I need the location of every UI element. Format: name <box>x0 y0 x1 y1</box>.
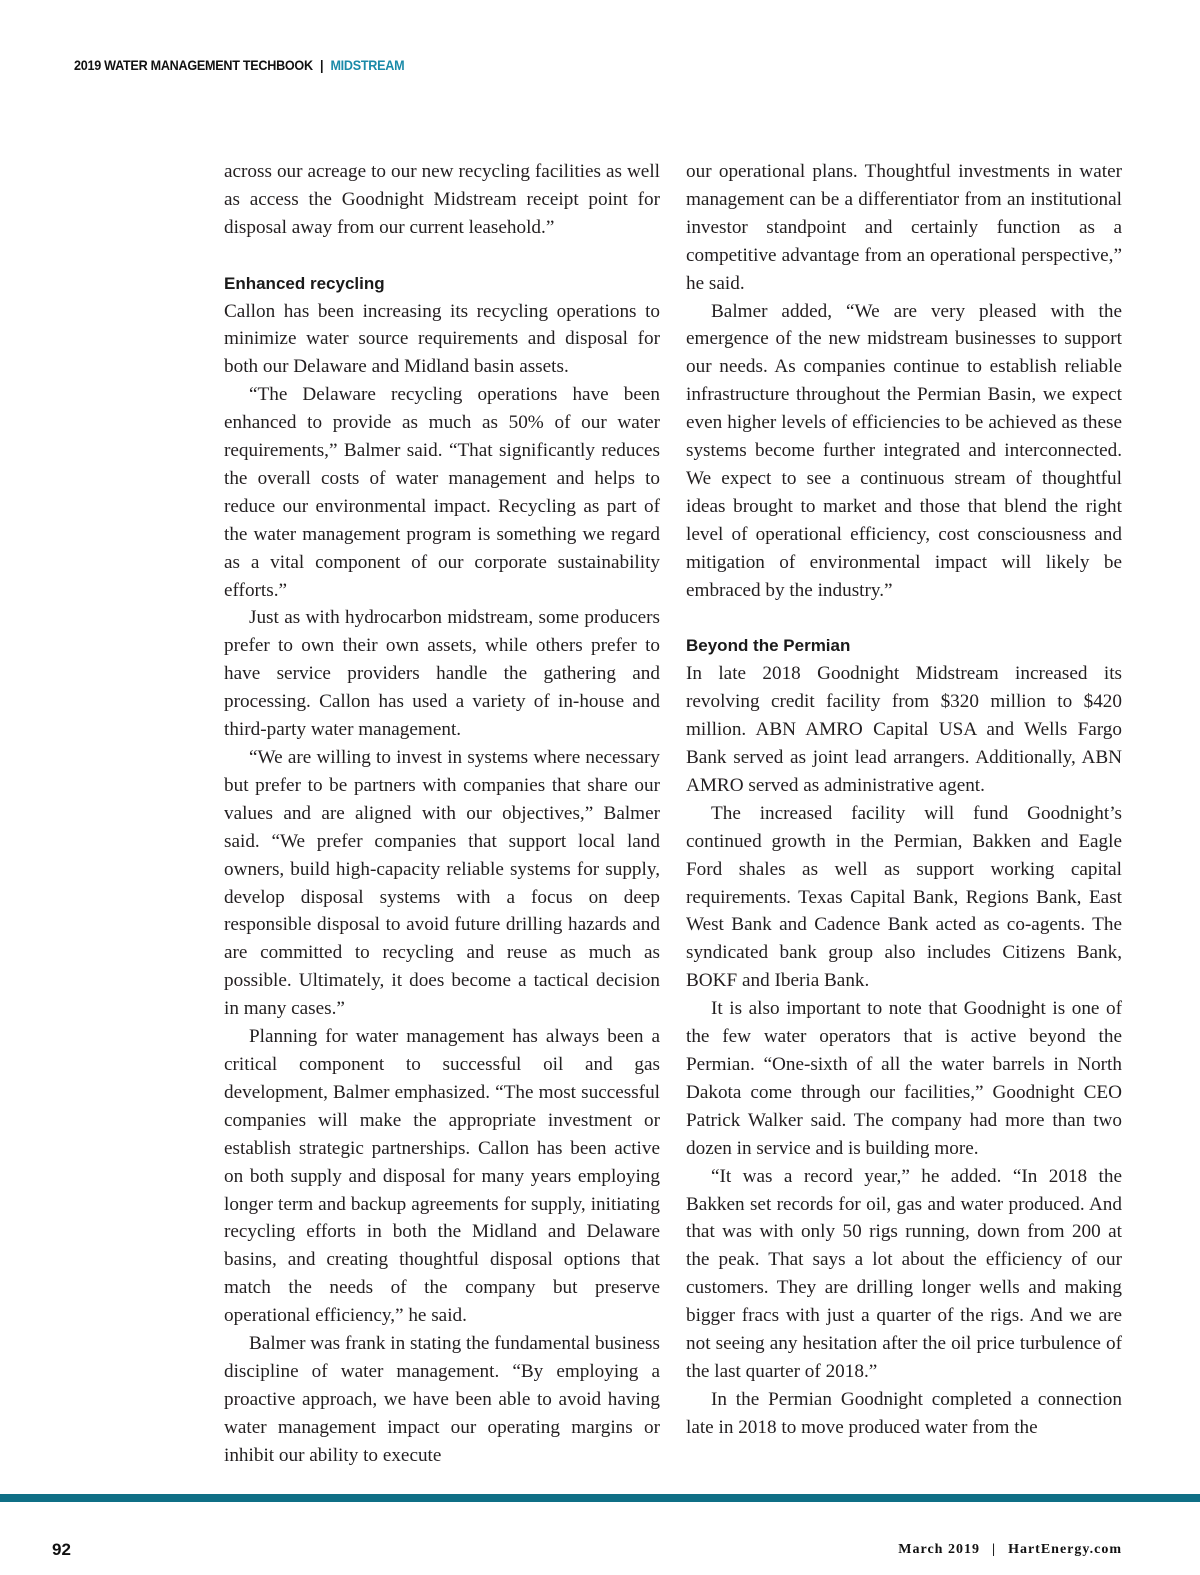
paragraph: Callon has been increasing its recycling operations to minimize water source requirements and disposal for both our Delaware and Midland basin assets. <box>224 300 660 378</box>
website-link[interactable]: HartEnergy.com <box>1008 1542 1122 1557</box>
subheading-enhanced-recycling: Enhanced recycling <box>224 273 385 293</box>
paragraph: In the Permian Goodnight completed a connection late in 2018 to move produced water from the <box>686 1388 1122 1438</box>
paragraph: “We are willing to invest in systems where necessary but prefer to be partners with companies that share our values and are aligned with our objectives,” Balmer said. “We prefer companies that support local land owners, build high-capacity reliable systems for supply, develop disposal systems with a focus on deep responsible disposal to avoid future drilling hazards and are committed to recycling and reuse as much as possible. Ultimately, it does become a tactical decision in many cases.” <box>224 747 660 1020</box>
footer-info <box>898 1542 1122 1558</box>
page-number: 92 <box>52 1540 71 1559</box>
publication-title: 2019 WATER MANAGEMENT TECHBOOK <box>74 57 313 73</box>
paragraph: It is also important to note that Goodnight is one of the few water operators that is active beyond the Permian. “One-sixth of all the water barrels in North Dakota come through our facilities,” Goodnight CEO Patrick Walker said. The company had more than two dozen in service and is building more. <box>686 998 1122 1159</box>
running-header <box>74 57 404 73</box>
paragraph: The increased facility will fund Goodnight’s continued growth in the Permian, Bakken and Eagle Ford shales as well as support working capital requirements. Texas Capital Bank, Regions Bank, East West Bank and Cadence Bank acted as co-agents. The syndicated bank group also includes Citizens Bank, BOKF and Iberia Bank. <box>686 802 1122 992</box>
subheading-beyond-the-permian: Beyond the Permian <box>686 636 851 656</box>
footer-rule <box>0 1494 1200 1502</box>
paragraph: across our acreage to our new recycling facilities as well as access the Goodnight Midstream receipt point for disposal away from our current leasehold.” <box>224 161 660 238</box>
footer-separator: | <box>991 1542 997 1557</box>
paragraph: “The Delaware recycling operations have been enhanced to provide as much as 50% of our water requirements,” Balmer said. “That significantly reduces the overall costs of water management and helps to reduce our environmental impact. Recycling as part of the water management program is something we regard as a vital component of our corporate sustainability efforts.” <box>224 384 660 601</box>
issue-date: March 2019 <box>898 1542 980 1557</box>
paragraph: In late 2018 Goodnight Midstream increased its revolving credit facility from $320 million to $420 million. ABN AMRO Capital USA and Wells Fargo Bank served as joint lead arrangers. Additionally, ABN AMRO served as administrative agent. <box>686 663 1122 796</box>
paragraph: Planning for water management has always been a critical component to successful oil and gas development, Balmer emphasized. “The most successful companies will make the appropriate investment or establish strategic partnerships. Callon has been active on both supply and disposal for many years employing longer term and backup agreements for supply, initiating recycling efforts in both the Midland and Delaware basins, and creating thoughtful disposal options that match the needs of the company but preserve operational efficiency,” he said. <box>224 1026 660 1327</box>
paragraph: “It was a record year,” he added. “In 2018 the Bakken set records for oil, gas and water produced. And that was with only 50 rigs running, down from 200 at the peak. That says a lot about the efficiency of our customers. They are drilling longer wells and making bigger fracs with just a quarter of the rigs. And we are not seeing any hesitation after the oil price turbulence of the last quarter of 2018.” <box>686 1165 1122 1382</box>
paragraph: Balmer was frank in stating the fundamental business discipline of water management. “By employing a proactive approach, we have been able to avoid having water management impact our operating margins or inhibit our ability to execute <box>224 1333 660 1466</box>
paragraph: Balmer added, “We are very pleased with the emergence of the new midstream businesses to support our needs. As companies continue to establish reliable infrastructure throughout the Permian Basin, we expect even higher levels of efficiencies to be achieved as these systems become further integrated and interconnected. We expect to see a continuous stream of thoughtful ideas brought to market and those that blend the right level of operational efficiency, cost consciousness and mitigation of environmental impact will likely be embraced by the industry.” <box>686 300 1122 601</box>
paragraph: our operational plans. Thoughtful investments in water management can be a differentiator from an institutional investor standpoint and certainly function as a competitive advantage from an operational perspective,” he said. <box>686 161 1122 294</box>
header-separator: | <box>319 57 324 73</box>
left-column <box>224 158 660 1470</box>
paragraph: Just as with hydrocarbon midstream, some producers prefer to own their own assets, while others prefer to have service providers handle the gathering and processing. Callon has used a variety of in-house and third-party water management. <box>224 607 660 741</box>
section-label: MIDSTREAM <box>330 57 405 73</box>
right-column <box>686 158 1122 1442</box>
